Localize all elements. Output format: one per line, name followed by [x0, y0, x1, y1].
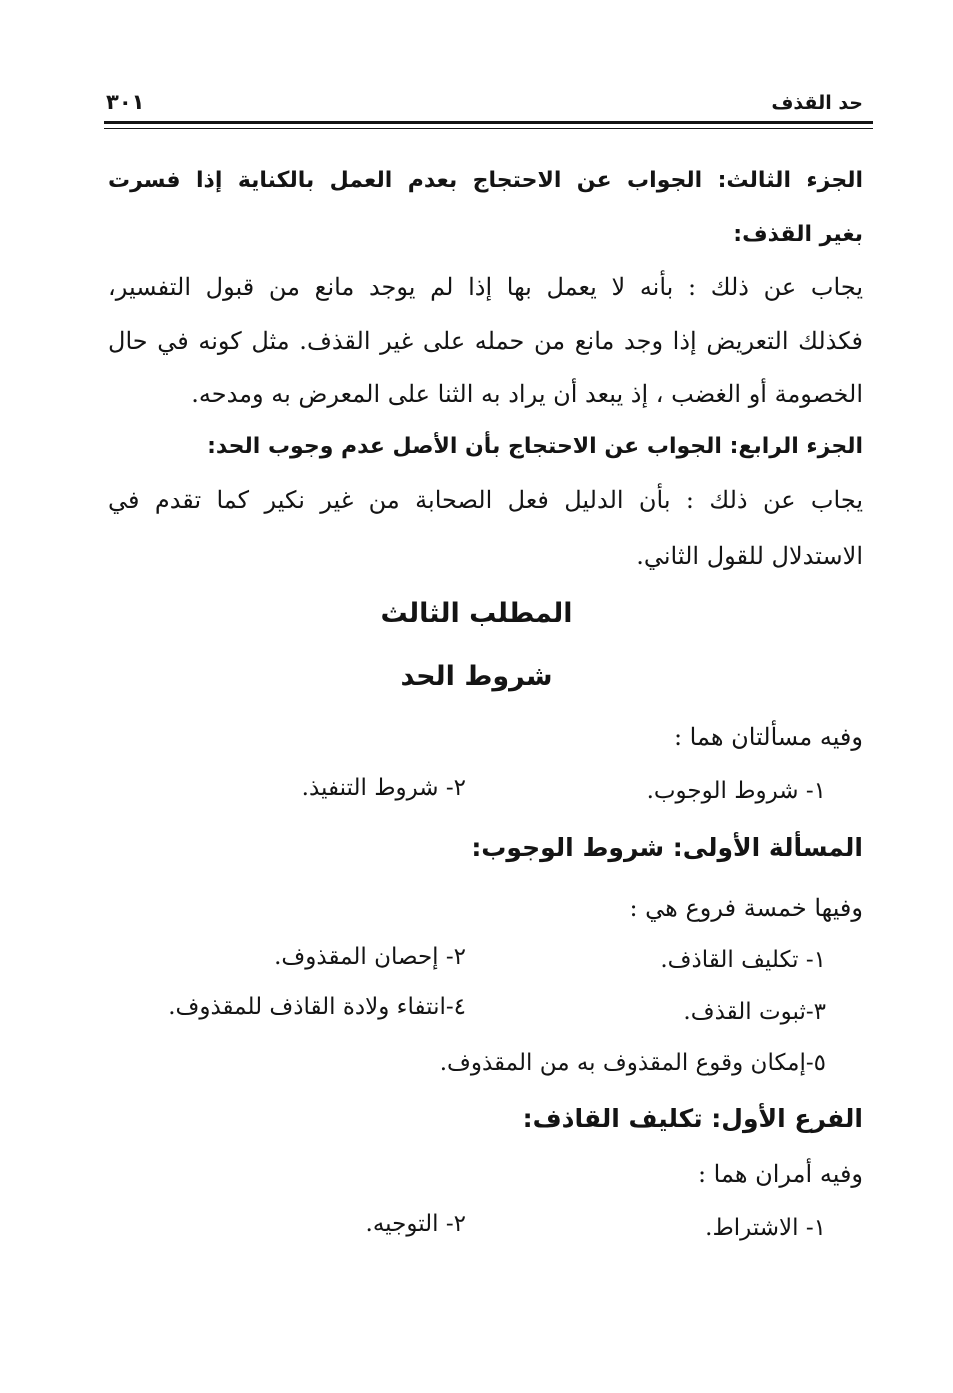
list-item: ٢- شروط التنفيذ.: [301, 775, 466, 801]
page-header: [106, 92, 863, 120]
paragraph-line: يجاب عن ذلك : بأن الدليل فعل الصحابة من غير نكير كما تقدم في: [108, 486, 863, 514]
list-item: ٢- التوجيه.: [365, 1211, 466, 1237]
branch-one-heading: الفرع الأول: تكليف القاذف:: [522, 1104, 863, 1133]
intro-line: وفيه أمران هما :: [697, 1160, 863, 1188]
header-rule-thin: [104, 128, 873, 129]
part-four-heading: الجزء الرابع: الجواب عن الاحتجاج بأن الأصل عدم وجوب الحد:: [207, 434, 863, 459]
part-three-heading: الجزء الثالث: الجواب عن الاحتجاج بعدم العمل بالكناية إذا فسرت: [108, 168, 863, 193]
intro-line: وفيها خمسة فروع هي :: [629, 894, 863, 922]
section-subtitle: شروط الحد: [400, 661, 553, 692]
list-item: ١- شروط الوجوب.: [646, 778, 826, 804]
list-item: ١- الاشتراط.: [705, 1215, 826, 1241]
list-item: ٢- إحصان المقذوف.: [274, 944, 466, 970]
paragraph-line: الاستدلال للقول الثاني.: [636, 542, 863, 570]
paragraph-line: يجاب عن ذلك : بأنه لا يعمل بها إذا لم يوجد مانع من قبول التفسير،: [108, 273, 863, 301]
paragraph-line: الخصومة أو الغضب ، إذ يبعد أن يراد به الثنا على المعرض به ومدحه.: [191, 380, 863, 408]
issue-one-heading: المسألة الأولى: شروط الوجوب:: [471, 833, 863, 862]
part-three-heading-cont: بغير القذف:: [733, 222, 863, 247]
list-item: ٣-ثبوت القذف.: [683, 999, 826, 1025]
page-number: ٣٠١: [106, 90, 145, 114]
intro-line: وفيه مسألتان هما :: [673, 723, 863, 751]
list-item: ٥-إمكان وقوع المقذوف به من المقذوف.: [439, 1050, 826, 1076]
section-title: المطلب الثالث: [380, 598, 573, 629]
running-title: حد القذف: [771, 92, 863, 114]
header-rule-thick: [104, 121, 873, 124]
paragraph-line: فكذلك التعريض إذا وجد مانع من حمله على غير القذف. مثل كونه في حال: [108, 327, 863, 355]
list-item: ٤-انتفاء ولادة القاذف للمقذوف.: [168, 994, 466, 1020]
list-item: ١- تكليف القاذف.: [660, 947, 826, 973]
